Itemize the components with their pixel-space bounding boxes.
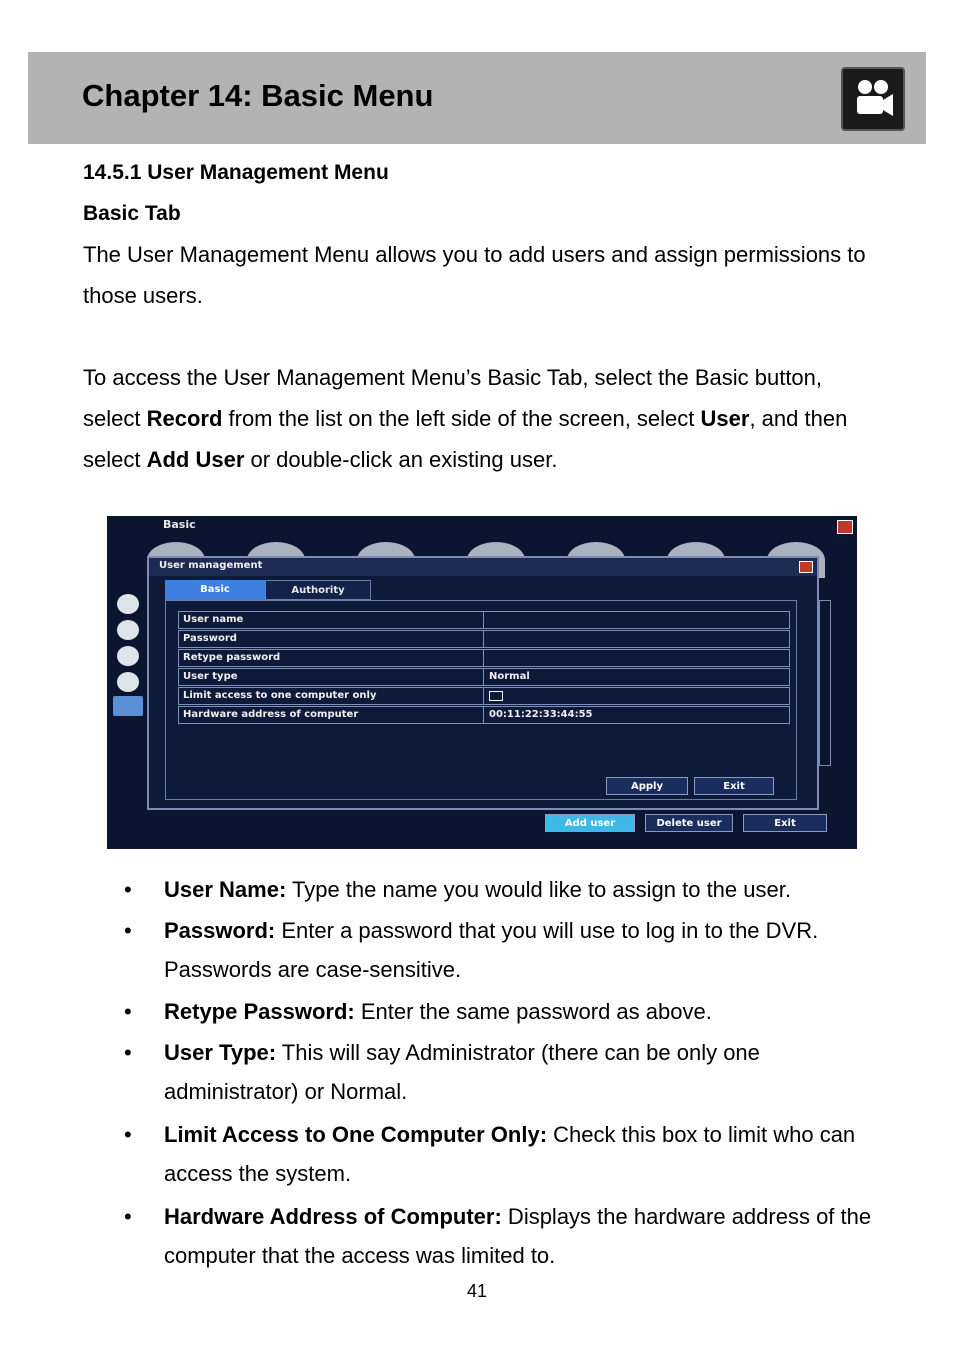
dialog-exit-button: Exit: [694, 777, 774, 795]
gear-icon: [117, 594, 139, 614]
list-item: • Limit Access to One Computer Only: Check this box to limit who can access the system.: [124, 1122, 856, 1186]
user-icon: [113, 696, 143, 716]
video-camera-icon: [841, 67, 905, 131]
field-password: Password: [178, 630, 790, 648]
limit-access-checkbox: [489, 691, 503, 701]
clock-icon: [117, 620, 139, 640]
dialog-title: User management: [159, 560, 263, 571]
record-icon: [117, 672, 139, 692]
section-content: [83, 152, 883, 480]
section-heading: 14.5.1 User Management Menu: [83, 161, 389, 184]
field-user-type: User type Normal: [178, 668, 790, 686]
scrollbar: [819, 600, 831, 766]
list-item: • Retype Password: Enter the same password as above.: [124, 999, 712, 1024]
tab-authority: Authority: [265, 580, 371, 600]
window-title: Basic: [163, 518, 196, 531]
exit-button: Exit: [743, 814, 827, 832]
field-retype-password: Retype password: [178, 649, 790, 667]
list-item: • Password: Enter a password that you will use to log in to the DVR. Passwords are case-sensitive.: [124, 918, 819, 982]
left-menu: [111, 586, 145, 816]
tab-basic: Basic: [165, 580, 265, 600]
apply-button: Apply: [606, 777, 688, 795]
list-item: • User Name: Type the name you would like to assign to the user.: [124, 877, 791, 902]
basic-tab-body: [165, 600, 797, 800]
intro-paragraph: The User Management Menu allows you to add users and assign permissions to those users.: [83, 242, 866, 308]
user-management-screenshot: [107, 516, 857, 849]
user-management-dialog: [147, 556, 819, 810]
add-user-button: Add user: [545, 814, 635, 832]
chapter-header: [28, 52, 926, 144]
access-paragraph: To access the User Management Menu’s Basic Tab, select the Basic button, select Record from the list on the left side of the screen, select User, and then select Add User or double-click an existing user.: [83, 365, 848, 472]
list-item: • Hardware Address of Computer: Displays the hardware address of the computer that the access was limited to.: [124, 1204, 872, 1268]
window-close-icon: [837, 520, 853, 534]
field-limit-access: Limit access to one computer only: [178, 687, 790, 705]
monitor-icon: [117, 646, 139, 666]
page-number: 41: [466, 1281, 488, 1301]
field-descriptions: [124, 870, 884, 1275]
field-hardware-address: Hardware address of computer 00:11:22:33:44:55: [178, 706, 790, 724]
delete-user-button: Delete user: [645, 814, 733, 832]
list-item: • User Type: This will say Administrator (there can be only one administrator) or Normal.: [124, 1040, 760, 1104]
section-subheading: Basic Tab: [83, 202, 181, 225]
field-user-name: User name: [178, 611, 790, 629]
dialog-close-icon: [799, 561, 813, 573]
chapter-title: Chapter 14: Basic Menu: [82, 78, 434, 113]
